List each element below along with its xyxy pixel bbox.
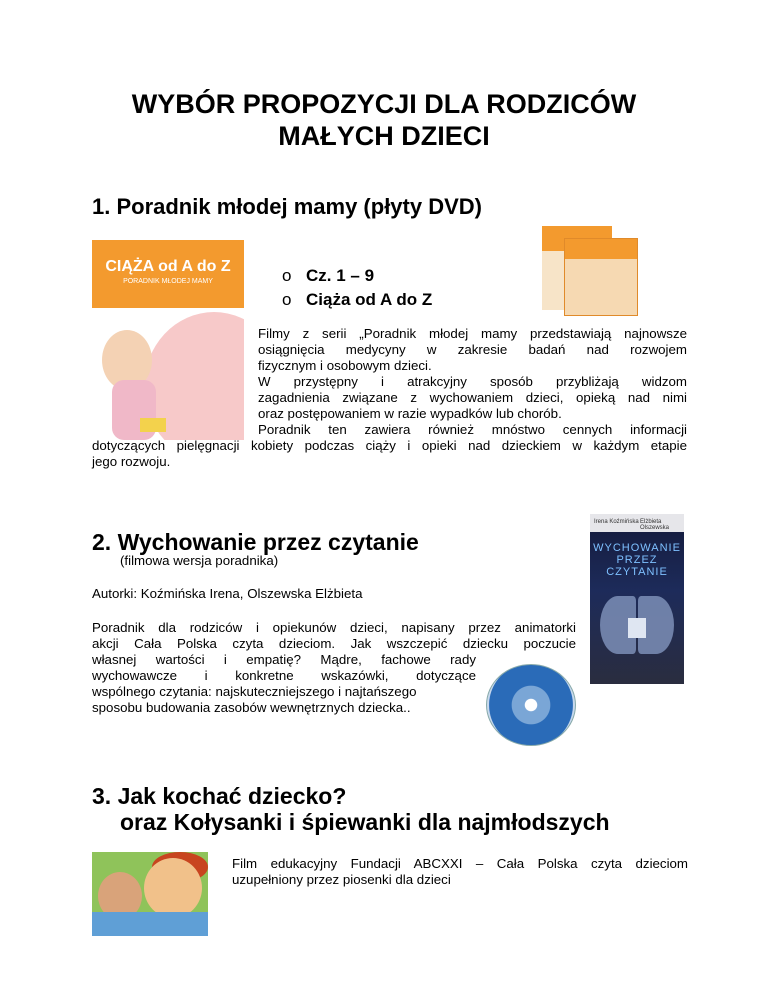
section3-heading-line-1: 3. Jak kochać dziecko? [92,783,347,809]
bullet-item: o Cz. 1 – 9 [282,266,375,285]
book-author-1: Irena Koźmińska [594,519,639,525]
book-open-page [628,618,646,638]
dvd-box-set-image [542,226,638,314]
jak-kochac-dziecko-cover [92,852,208,936]
section1-paragraph-full: dotyczących pielęgnacji kobiety podczas ciąży i opieki nad dzieckiem w każdym etapie jego rozwoju. [92,438,687,469]
ciaza-dvd-cover [92,240,244,440]
section2-authors: Autorki: Koźmińska Irena, Olszewska Elżbieta [92,586,363,601]
cover-subtitle: PORADNIK MŁODEJ MAMY [123,278,213,285]
section2-heading: 2. Wychowanie przez czytanie [92,529,419,555]
cover-blanket [92,912,208,936]
section3-paragraph: Film edukacyjny Fundacji ABCXXI – Cała Polska czyta dzieciom uzupełniony przez piosenki dla dzieci [232,856,688,887]
section2-paragraph-narrow: własnej wartości i empatię? Mądre, fachowe rady wychowawcze i konkretne wskazówki, dotyczące wspólnego czytania: najskuteczniejszego i najtańszego sposobu budowania zasobów wewnętrznych dziecka.. [92,652,476,715]
section1-bullet-list [282,264,432,312]
section2-subheading: (filmowa wersja poradnika) [120,553,279,568]
page-title [0,88,768,152]
cover-title: CIĄŻA od A do Z [105,258,231,275]
book-title-line-1: WYCHOWANIE [593,542,681,554]
book-title-line-2: PRZEZ [616,554,658,566]
title-line-1: WYBÓR PROPOZYCJI DLA RODZICÓW [131,89,637,119]
cover-sticker [140,418,166,432]
book-author-2: Elżbieta Olszewska [640,519,670,531]
section1-paragraph-right: Filmy z serii „Poradnik młodej mamy przedstawiają najnowsze osiągnięcia medycyny w zakresie badań nad rozwojem fizycznym i osobowym dzieci. W przystępny i atrakcyjny sposób przybliżają widzom zagadnienia związane z wychowaniem dzieci, opieką nad nimi oraz postępowaniem w razie wypadków lub chorób. Poradnik ten zawiera również mnóstwo cennych informacji [258,326,687,437]
cover-face-2 [144,858,202,918]
section2-paragraph: Poradnik dla rodziców i opiekunów dzieci, napisany przez animatorki akcji Cała Polska czyta dzieciom. Jak wszczepić dziecku poczucie [92,620,576,651]
section3-heading-line-2: oraz Kołysanki i śpiewanki dla najmłodszych [120,809,610,835]
dvd-box-front [564,238,638,316]
title-line-2: MAŁYCH DZIECI [278,121,490,151]
wychowanie-book-cover [590,514,684,684]
section1-heading: 1. Poradnik młodej mamy (płyty DVD) [92,194,482,219]
bullet-item: o Ciąża od A do Z [282,290,433,309]
book-title-line-3: CZYTANIE [606,566,668,578]
dvd-disc-image [486,664,576,746]
